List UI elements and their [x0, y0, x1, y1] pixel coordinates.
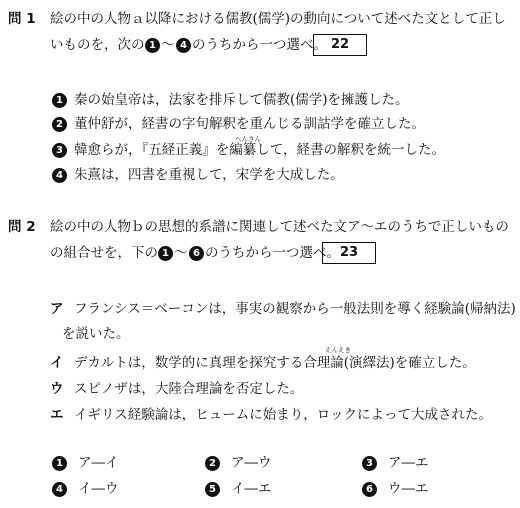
q1-choice-text: 朱熹は，四書を重視して，宋学を大成した。 — [74, 167, 344, 183]
q2-option-text: ア―ウ — [231, 455, 272, 471]
q2-statement-kana: エ — [50, 407, 64, 423]
q2-statement-text: イギリス経験論は，ヒュームに始まり，ロックによって大成された。 — [74, 407, 492, 423]
q2-statement-text: フランシス＝ベーコンは，事実の観察から一般法則を導く経験論(帰納法) — [74, 301, 516, 317]
q2-option-text: ウ―エ — [388, 481, 429, 497]
q1-choice-num: 3 — [52, 143, 67, 158]
q2-range-end: 6 — [189, 246, 204, 261]
q2-option-num[interactable]: 6 — [362, 482, 377, 497]
q2-option-text: ア―エ — [388, 455, 429, 471]
q2-option-num[interactable]: 1 — [52, 456, 67, 471]
q1-stem-line1: 絵の中の人物ａ以降における儒教(儒学)の動向について述べた文として正し — [50, 11, 506, 27]
q2-statement-cont: を説いた。 — [62, 326, 130, 342]
q2-option-num[interactable]: 5 — [205, 482, 220, 497]
q1-stem-line2-b: のうちから一つ選べ。 — [192, 37, 327, 53]
q1-choice-num: 1 — [52, 93, 67, 108]
q1-answer-box[interactable]: 22 — [313, 34, 367, 56]
q2-label: 問 2 — [8, 219, 36, 235]
q2-stem-line2-b: のうちから一つ選べ。 — [205, 245, 340, 261]
q2-statement-kana: ア — [50, 301, 64, 317]
q1-label: 問 1 — [8, 11, 36, 27]
q2-range-tilde: 〜 — [174, 245, 188, 261]
q2-option-text: イ―エ — [231, 481, 272, 497]
q1-choice-num: 2 — [52, 117, 67, 132]
q1-choice-text: 韓愈らが，『五経正義』を編纂して，経書の解釈を統一した。 — [74, 142, 445, 158]
q2-stem-line1: 絵の中の人物ｂの思想的系譜に関連して述べた文ア〜エのうちで正しいもの — [50, 219, 509, 235]
q1-choice-text: 秦の始皇帝は，法家を排斥して儒教(儒学)を擁護した。 — [74, 92, 409, 108]
q2-statement-text: スピノザは，大陸合理論を否定した。 — [74, 381, 304, 397]
q2-option-text: ア―イ — [78, 455, 119, 471]
q2-range-start: 1 — [158, 246, 173, 261]
q2-statement2-ruby: えんえき — [325, 346, 351, 354]
q1-range-start: 1 — [145, 38, 160, 53]
q2-statement-kana: イ — [50, 355, 64, 371]
q2-option-text: イ―ウ — [78, 481, 119, 497]
q1-range-end: 4 — [176, 38, 191, 53]
q1-choice-text: 董仲舒が，経書の字句解釈を重んじる訓詁学を確立した。 — [74, 116, 425, 132]
q1-choice-num: 4 — [52, 168, 67, 183]
q2-stem-line2-a: の組合せを，下の — [50, 245, 158, 261]
q1-range-tilde: 〜 — [161, 37, 175, 53]
q2-answer-box[interactable]: 23 — [322, 242, 376, 264]
q2-option-num[interactable]: 4 — [52, 482, 67, 497]
q2-option-num[interactable]: 3 — [362, 456, 377, 471]
q2-option-num[interactable]: 2 — [205, 456, 220, 471]
q2-statement-kana: ウ — [50, 381, 64, 397]
q1-choice3-ruby: へんさん — [235, 135, 261, 143]
q2-statement-text: デカルトは，数学的に真理を探究する合理論(演繹法)を確立した。 — [74, 355, 476, 371]
q1-stem-line2-a: いものを，次の — [50, 37, 145, 53]
